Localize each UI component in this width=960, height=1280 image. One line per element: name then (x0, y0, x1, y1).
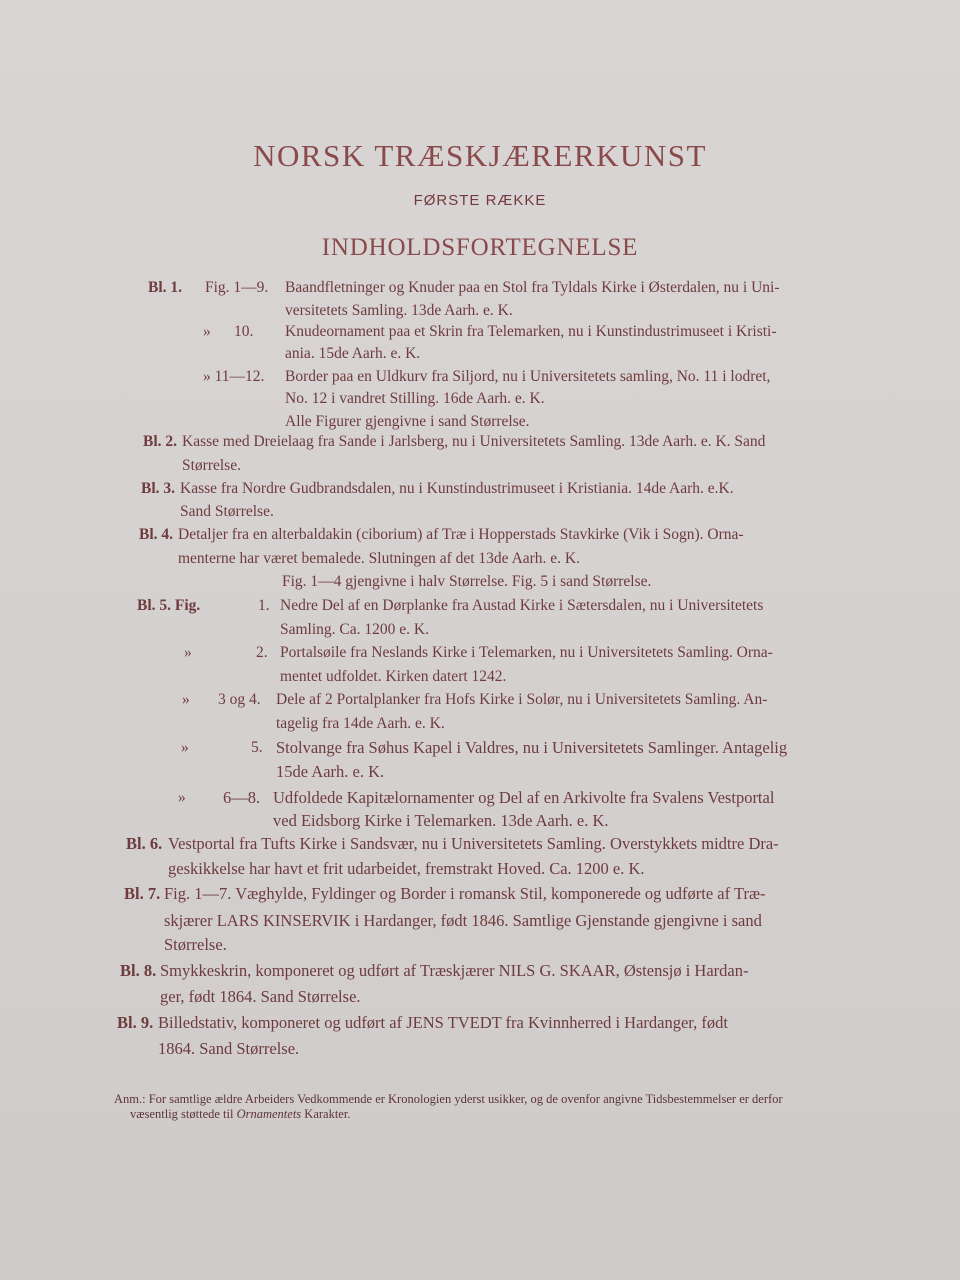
plate-5-fig-text: mentet udfoldet. Kirken datert 1242. (280, 668, 507, 685)
plate-1-fig-text: versitetets Samling. 13de Aarh. e. K. (285, 302, 513, 319)
ditto-mark: » (182, 691, 190, 708)
plate-5-fig-text: ved Eidsborg Kirke i Telemarken. 13de Aarh. e. K. (273, 811, 609, 830)
plate-7-text: Størrelse. (164, 935, 227, 954)
plate-3-text: Kasse fra Nordre Gudbrandsdalen, nu i Kunstindustrimuseet i Kristiania. 14de Aarh. e.K. (180, 480, 734, 497)
plate-5-fig-text: Nedre Del af en Dørplanke fra Austad Kirke i Sætersdalen, nu i Universitetets (280, 597, 764, 614)
plate-9-text: Billedstativ, komponeret og udført af JENS TVEDT fra Kvinnherred i Hardanger, født (158, 1013, 728, 1032)
plate-1-fig-ref: » 11—12. (203, 368, 265, 385)
plate-4-label: Bl. 4. (139, 526, 174, 543)
plate-5-fig-text: tagelig fra 14de Aarh. e. K. (276, 715, 445, 732)
plate-6-text: geskikkelse har havt et frit udarbeidet, fremstrakt Hoved. Ca. 1200 e. K. (168, 859, 645, 878)
footnote (114, 1092, 914, 1122)
footnote-text: Karakter. (301, 1107, 351, 1121)
plate-3-text: Sand Størrelse. (180, 503, 274, 520)
plate-5-fig-ref: 3 og 4. (218, 691, 261, 708)
plate-7-text: skjærer LARS KINSERVIK i Hardanger, født 1846. Samtlige Gjenstande gjengivne i sand (164, 911, 762, 930)
footnote-line: Anm.: For samtlige ældre Arbeiders Vedkommende er Kronologien yderst usikker, og de ovenfor angivne Tidsbestemmelser er derfor (114, 1092, 783, 1106)
plate-5-fig-text: Samling. Ca. 1200 e. K. (280, 621, 429, 638)
plate-5-fig-text: Stolvange fra Søhus Kapel i Valdres, nu i Universitetets Samlinger. Antagelig (276, 738, 788, 757)
plate-8-text: Smykkeskrin, komponeret og udført af Træskjærer NILS G. SKAAR, Østensjø i Hardan- (160, 961, 749, 980)
page-title: NORSK TRÆSKJÆRERKUNST (253, 138, 707, 173)
plate-5-fig-ref: 6—8. (223, 788, 261, 807)
plate-7-text: Fig. 1—7. Væghylde, Fyldinger og Border i romansk Stil, komponerede og udførte af Træ- (164, 884, 766, 903)
plate-1-fig-text: Border paa en Uldkurv fra Siljord, nu i Universitetets samling, No. 11 i lodret, (285, 368, 771, 385)
plate-3-label: Bl. 3. (141, 480, 176, 497)
ditto-mark: » (184, 644, 192, 661)
plate-5-fig-text: Dele af 2 Portalplanker fra Hofs Kirke i Solør, nu i Universitetets Samling. An- (276, 691, 768, 708)
plate-5-fig-text: Udfoldede Kapitælornamenter og Del af en Arkivolte fra Svalens Vestportal (273, 788, 775, 807)
plate-1-fig-text: Baandfletninger og Knuder paa en Stol fra Tyldals Kirke i Østerdalen, nu i Uni- (285, 279, 780, 296)
plate-8-text: ger, født 1864. Sand Størrelse. (160, 987, 361, 1006)
plate-5-fig-text: Portalsøile fra Neslands Kirke i Telemarken, nu i Universitetets Samling. Orna- (280, 644, 773, 661)
footnote-text: væsentlig støttede til (130, 1107, 237, 1121)
plate-1-fig-text: Knudeornament paa et Skrin fra Telemarken, nu i Kunstindustrimuseet i Kristi- (285, 323, 777, 340)
plate-7-label: Bl. 7. (124, 884, 161, 903)
plate-4-text: menterne har været bemalede. Slutningen af det 13de Aarh. e. K. (178, 550, 581, 567)
plate-5-label: Bl. 5. Fig. (137, 597, 201, 614)
plate-2-text: Kasse med Dreielaag fra Sande i Jarlsberg, nu i Universitetets Samling. 13de Aarh. e. K. Sand (182, 433, 766, 450)
ditto-mark: » (181, 739, 189, 756)
plate-6-text: Vestportal fra Tufts Kirke i Sandsvær, nu i Universitetets Samling. Overstykkets midtre Dra- (168, 834, 779, 853)
plate-5-fig-text: 15de Aarh. e. K. (276, 762, 385, 781)
plate-8-label: Bl. 8. (120, 961, 157, 980)
ditto-mark: » (178, 789, 186, 806)
footnote-emphasis: Ornamentets (236, 1107, 302, 1121)
plate-1-fig-text: ania. 15de Aarh. e. K. (285, 345, 421, 362)
plate-1-fig-ref: Fig. 1—9. (205, 279, 269, 296)
plate-1-fig-ref: » 10. (203, 323, 254, 340)
plate-4-text: Fig. 1—4 gjengivne i halv Størrelse. Fig. 5 i sand Størrelse. (282, 573, 652, 590)
plate-4-text: Detaljer fra en alterbaldakin (ciborium) af Træ i Hopperstads Stavkirke (Vik i Sogn). Orna- (178, 526, 744, 543)
contents-heading: INDHOLDSFORTEGNELSE (321, 234, 639, 261)
plate-9-text: 1864. Sand Størrelse. (158, 1039, 300, 1058)
plate-5-fig-ref: 5. (251, 739, 263, 756)
plate-1-label: Bl. 1. (148, 279, 183, 296)
plate-9-label: Bl. 9. (117, 1013, 154, 1032)
plate-5-fig-ref: 1. (258, 597, 270, 614)
plate-1-fig-text: No. 12 i vandret Stilling. 16de Aarh. e. K. (285, 390, 545, 407)
plate-2-text: Størrelse. (182, 457, 241, 474)
plate-1-fig-text: Alle Figurer gjengivne i sand Størrelse. (285, 413, 530, 430)
footnote-line (114, 1107, 914, 1122)
plate-2-label: Bl. 2. (143, 433, 178, 450)
page-subtitle: FØRSTE RÆKKE (413, 192, 547, 209)
plate-5-fig-ref: 2. (256, 644, 268, 661)
plate-6-label: Bl. 6. (126, 834, 163, 853)
